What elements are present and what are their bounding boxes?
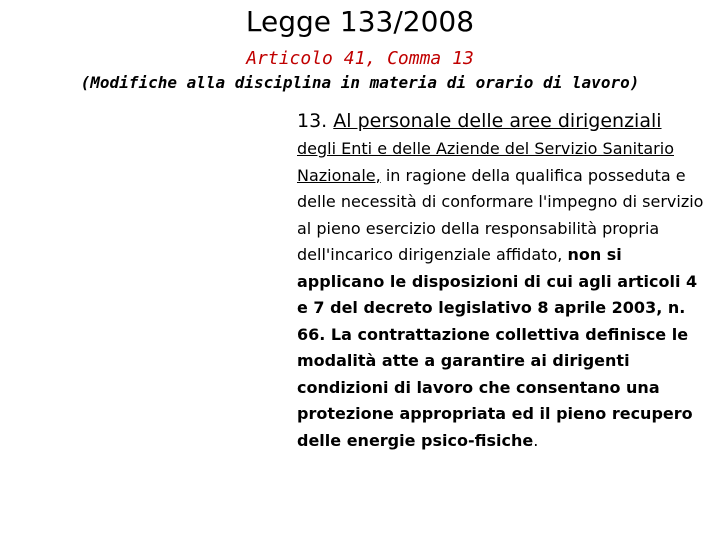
law-paragraph	[297, 107, 712, 454]
page-title: Legge 133/2008	[245, 5, 475, 38]
paragraph-middle: in ragione della qualifica posseduta e delle necessità di conformare l'impegno di servizio al pieno esercizio della responsabilità propria dell'incarico dirigenziale affidato,	[297, 165, 704, 264]
paragraph-bold: non si applicano le disposizioni di cui agli articoli 4 e 7 del decreto legislativo 8 aprile 2003, n. 66. La contrattazione collettiva definisce le modalità atte a garantire ai dirigenti condizioni di lavoro che consentano una protezione appropriata ed il pieno recupero delle energie psico-fisiche	[297, 245, 698, 450]
subject-note: (Modifiche alla disciplina in materia di orario di lavoro)	[80, 73, 640, 92]
article-reference: Articolo 41, Comma 13	[246, 48, 474, 69]
paragraph-number: 13.	[297, 110, 334, 132]
paragraph-lead	[297, 107, 712, 135]
paragraph-lead-underlined: Al personale delle aree dirigenziali	[333, 110, 662, 132]
paragraph-scope: degli Enti e delle Aziende del Servizio Sanitario Nazionale,	[297, 139, 674, 185]
paragraph-ending: .	[533, 430, 539, 450]
